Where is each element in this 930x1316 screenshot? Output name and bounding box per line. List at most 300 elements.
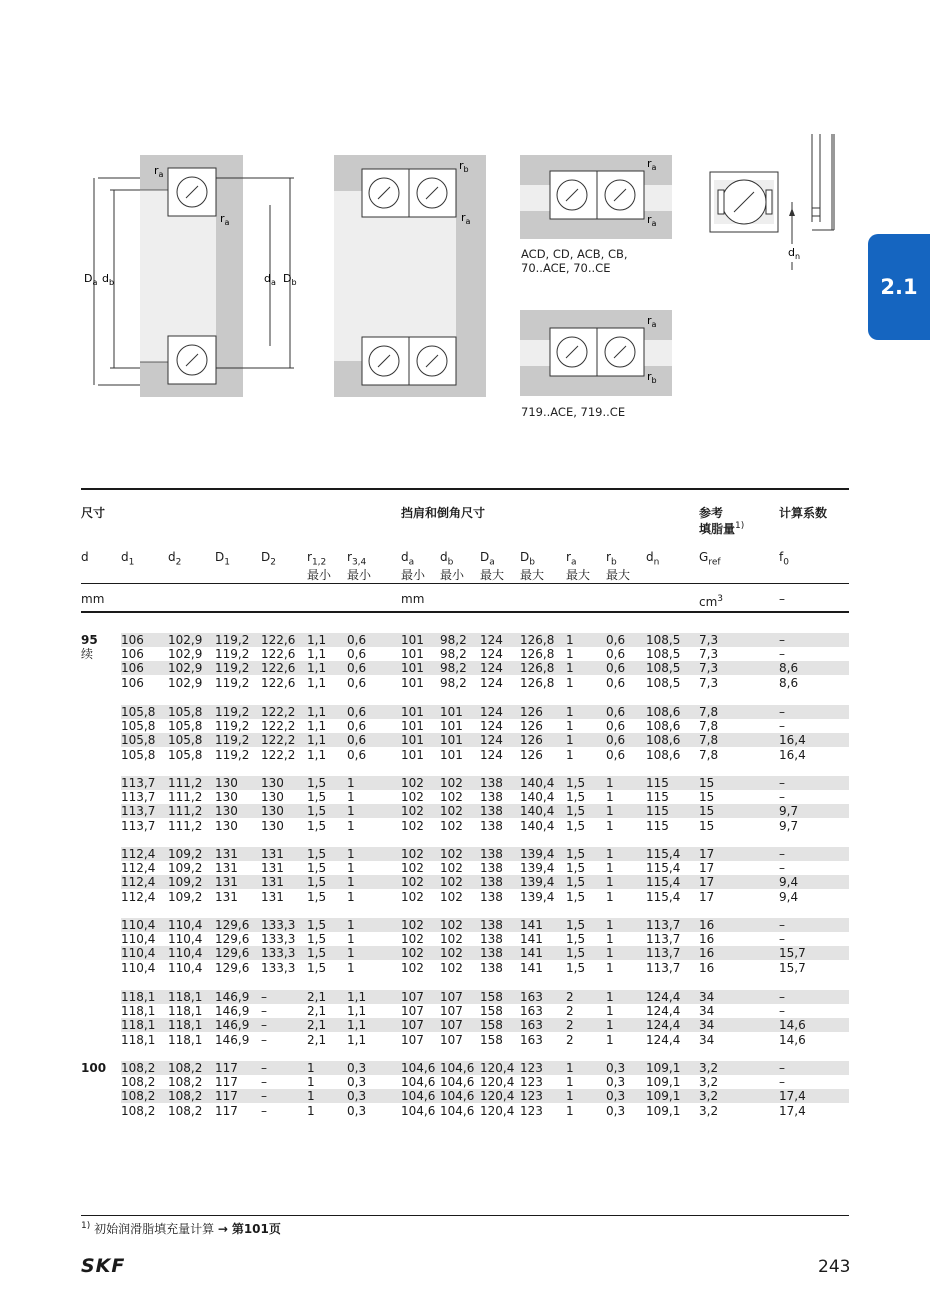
cell-ra: 1	[566, 633, 574, 647]
cell-da: 102	[401, 960, 424, 975]
col-header-d2: $d_2$	[168, 550, 182, 568]
cell-r12: 1,5	[307, 946, 327, 961]
unit-abut: mm	[401, 592, 425, 606]
cell-Da: 124	[480, 633, 503, 647]
cell-d2: 108,2	[168, 1089, 203, 1104]
table-row	[121, 1075, 849, 1089]
cell-Gref: 16	[699, 960, 715, 975]
cell-Gref: 17	[699, 847, 715, 861]
cell-D2: 131	[261, 847, 284, 861]
table-row	[121, 875, 849, 889]
cell-Gref: 7,8	[699, 719, 719, 734]
cell-r12: 1	[307, 1103, 315, 1118]
cell-Db: 139,4	[520, 847, 555, 861]
cell-Da: 138	[480, 960, 503, 975]
cell-rb: 0,3	[606, 1061, 626, 1075]
cell-Gref: 3,2	[699, 1061, 719, 1075]
cell-D1: 119,2	[215, 747, 250, 762]
cell-Da: 138	[480, 932, 503, 947]
cell-dn: 115,4	[646, 847, 681, 861]
cell-d1: 106	[121, 647, 144, 662]
cell-D1: 130	[215, 804, 238, 819]
cell-Gref: 15	[699, 790, 715, 805]
cell-D1: 117	[215, 1089, 238, 1104]
cell-rb: 1	[606, 818, 614, 833]
cell-ra: 1,5	[566, 861, 586, 876]
cell-dn: 108,5	[646, 633, 681, 647]
header-ref-line1: 参考	[699, 506, 724, 520]
label-ra-mid: $r_a$	[220, 212, 230, 227]
cell-f0: –	[779, 932, 785, 947]
col-header-D1: $D_1$	[215, 550, 230, 568]
label-Da: $D_a$	[84, 272, 98, 287]
cell-d1: 118,1	[121, 1004, 156, 1019]
cell-Da: 138	[480, 918, 503, 932]
cell-d1: 112,4	[121, 861, 156, 876]
cell-dn: 109,1	[646, 1089, 681, 1104]
cell-db: 102	[440, 960, 463, 975]
cell-r12: 1,5	[307, 875, 327, 890]
cell-D1: 119,2	[215, 647, 250, 662]
cell-Da: 138	[480, 946, 503, 961]
cell-D2: 122,2	[261, 733, 296, 748]
cell-D1: 119,2	[215, 733, 250, 748]
cell-Gref: 7,8	[699, 747, 719, 762]
cell-f0: 9,4	[779, 889, 799, 904]
cell-ra: 1,5	[566, 932, 586, 947]
cell-da: 102	[401, 776, 424, 790]
cell-d2: 111,2	[168, 790, 203, 805]
cell-f0: 15,7	[779, 946, 806, 961]
cell-d1: 108,2	[121, 1089, 156, 1104]
cell-D2: 130	[261, 818, 284, 833]
cell-d2: 110,4	[168, 918, 203, 932]
cell-d1: 110,4	[121, 960, 156, 975]
cell-D2: –	[261, 1061, 267, 1075]
cell-rb: 1	[606, 1018, 614, 1033]
cell-Da: 124	[480, 661, 503, 676]
cell-r12: 1,5	[307, 790, 327, 805]
cell-Db: 126	[520, 733, 543, 748]
caption-line-2: 70..ACE, 70..CE	[521, 261, 611, 275]
cell-D1: 130	[215, 818, 238, 833]
cell-Gref: 7,3	[699, 661, 719, 676]
cell-ra: 2	[566, 1032, 574, 1047]
col-header-D2: $D_2$	[261, 550, 276, 568]
cell-Gref: 3,2	[699, 1089, 719, 1104]
cell-ra: 1,5	[566, 804, 586, 819]
cell-f0: 9,4	[779, 875, 799, 890]
cell-dn: 113,7	[646, 960, 681, 975]
caption-line-1: ACD, CD, ACB, CB,	[521, 247, 628, 261]
cell-Da: 124	[480, 747, 503, 762]
cell-da: 102	[401, 861, 424, 876]
cell-rb: 0,3	[606, 1103, 626, 1118]
cell-rb: 1	[606, 875, 614, 890]
cell-r34: 1	[347, 818, 355, 833]
cell-ra: 1	[566, 1061, 574, 1075]
cell-d2: 111,2	[168, 818, 203, 833]
cell-rb: 1	[606, 990, 614, 1004]
cell-r34: 0,6	[347, 733, 367, 748]
cell-D2: –	[261, 1032, 267, 1047]
cell-rb: 0,3	[606, 1075, 626, 1090]
cell-d1: 105,8	[121, 733, 156, 748]
cell-r34: 1	[347, 918, 355, 932]
cell-dn: 124,4	[646, 990, 681, 1004]
header-ref-line2: 填脂量	[699, 522, 736, 536]
cell-Da: 138	[480, 875, 503, 890]
cell-Gref: 7,8	[699, 705, 719, 719]
cell-f0: 9,7	[779, 804, 799, 819]
cell-D2: 130	[261, 776, 284, 790]
cell-Db: 123	[520, 1061, 543, 1075]
cell-dn: 124,4	[646, 1004, 681, 1019]
table-row	[121, 890, 849, 904]
cell-D1: 146,9	[215, 1004, 250, 1019]
cell-db: 102	[440, 818, 463, 833]
label-dn: $d_n$	[788, 246, 801, 261]
cell-D1: 130	[215, 790, 238, 805]
cell-r12: 1,1	[307, 675, 327, 690]
cell-dn: 115	[646, 818, 669, 833]
cell-D1: 146,9	[215, 1018, 250, 1033]
cell-r34: 0,6	[347, 675, 367, 690]
cell-ra: 1	[566, 1075, 574, 1090]
cell-db: 101	[440, 747, 463, 762]
cell-D2: 133,3	[261, 946, 296, 961]
footnote-page-link[interactable]: 第101页	[231, 1222, 281, 1236]
cell-rb: 0,6	[606, 675, 626, 690]
cell-Gref: 34	[699, 990, 715, 1004]
cell-r34: 1,1	[347, 1032, 367, 1047]
label-da: $d_a$	[264, 272, 276, 287]
cell-D2: 122,2	[261, 705, 296, 719]
cell-r34: 1	[347, 875, 355, 890]
cell-D1: 117	[215, 1061, 238, 1075]
cell-rb: 0,6	[606, 647, 626, 662]
cell-D1: 131	[215, 861, 238, 876]
cell-ra: 1,5	[566, 790, 586, 805]
cell-Db: 126,8	[520, 633, 555, 647]
cell-f0: –	[779, 790, 785, 805]
col-header-r12: $r_{1,2}$ 最小	[307, 550, 332, 583]
cell-Gref: 17	[699, 889, 715, 904]
cell-d2: 110,4	[168, 946, 203, 961]
footnote-rule	[81, 1215, 849, 1216]
table-row	[121, 932, 849, 946]
cell-r12: 1,1	[307, 633, 327, 647]
cell-r12: 1,5	[307, 932, 327, 947]
cell-f0: –	[779, 990, 785, 1004]
footnote-arrow: →	[217, 1222, 228, 1236]
cell-d2: 111,2	[168, 776, 203, 790]
cell-D1: 146,9	[215, 1032, 250, 1047]
cell-d1: 118,1	[121, 1032, 156, 1047]
cell-d2: 102,9	[168, 675, 203, 690]
cell-db: 102	[440, 932, 463, 947]
table-row	[121, 719, 849, 733]
label-ra-top: $r_a$	[154, 164, 164, 179]
unit-f0: –	[779, 592, 785, 606]
figure-caption-back-to-back: 719..ACE, 719..CE	[521, 405, 626, 419]
cell-ra: 2	[566, 1018, 574, 1033]
label-rb: $r_b$	[647, 370, 657, 385]
cell-db: 98,2	[440, 675, 467, 690]
table-row	[121, 1089, 849, 1103]
cell-r12: 2,1	[307, 990, 327, 1004]
cell-d1: 106	[121, 675, 144, 690]
cell-da: 101	[401, 747, 424, 762]
cell-Db: 126,8	[520, 675, 555, 690]
label-rb: $r_b$	[459, 159, 469, 174]
cell-db: 104,6	[440, 1061, 475, 1075]
cell-d1: 105,8	[121, 705, 156, 719]
cell-f0: 8,6	[779, 661, 799, 676]
cell-da: 104,6	[401, 1103, 436, 1118]
cell-dn: 124,4	[646, 1032, 681, 1047]
cell-dn: 109,1	[646, 1061, 681, 1075]
cell-f0: 9,7	[779, 818, 799, 833]
cell-db: 107	[440, 1004, 463, 1019]
cell-D1: 129,6	[215, 946, 250, 961]
cell-rb: 0,6	[606, 661, 626, 676]
cell-da: 107	[401, 1004, 424, 1019]
cell-r12: 1,5	[307, 889, 327, 904]
cell-rb: 1	[606, 861, 614, 876]
cell-Db: 140,4	[520, 818, 555, 833]
cell-rb: 0,6	[606, 747, 626, 762]
cell-D1: 146,9	[215, 990, 250, 1004]
cell-dn: 124,4	[646, 1018, 681, 1033]
cell-ra: 1	[566, 733, 574, 748]
cell-db: 98,2	[440, 633, 467, 647]
cell-f0: 17,4	[779, 1103, 806, 1118]
cell-d1: 110,4	[121, 946, 156, 961]
cell-D1: 119,2	[215, 633, 250, 647]
cell-d1: 110,4	[121, 918, 156, 932]
cell-d1: 118,1	[121, 1018, 156, 1033]
cell-dn: 108,6	[646, 719, 681, 734]
cell-Db: 126,8	[520, 647, 555, 662]
cell-ra: 1,5	[566, 875, 586, 890]
cell-d1: 105,8	[121, 747, 156, 762]
cell-f0: 14,6	[779, 1018, 806, 1033]
cell-rb: 1	[606, 1032, 614, 1047]
cell-f0: –	[779, 1075, 785, 1090]
cell-f0: –	[779, 647, 785, 662]
cell-Db: 140,4	[520, 776, 555, 790]
cell-rb: 1	[606, 918, 614, 932]
cell-r12: 1,1	[307, 733, 327, 748]
bore-diameter-label: 95	[81, 633, 98, 647]
cell-dn: 115	[646, 790, 669, 805]
cell-r34: 1	[347, 776, 355, 790]
cell-rb: 1	[606, 804, 614, 819]
cell-dn: 108,5	[646, 675, 681, 690]
cell-r12: 2,1	[307, 1032, 327, 1047]
cell-da: 102	[401, 804, 424, 819]
cell-db: 102	[440, 946, 463, 961]
cell-Da: 138	[480, 818, 503, 833]
cell-d2: 111,2	[168, 804, 203, 819]
cell-db: 104,6	[440, 1103, 475, 1118]
cell-dn: 115,4	[646, 861, 681, 876]
cell-ra: 1	[566, 705, 574, 719]
footnote	[81, 1218, 281, 1237]
cell-d1: 113,7	[121, 776, 156, 790]
cell-dn: 113,7	[646, 932, 681, 947]
table-row	[121, 776, 849, 790]
cell-db: 107	[440, 1018, 463, 1033]
cell-Da: 138	[480, 847, 503, 861]
cell-dn: 113,7	[646, 918, 681, 932]
table-row	[121, 1104, 849, 1118]
cell-Db: 126	[520, 747, 543, 762]
cell-D1: 129,6	[215, 932, 250, 947]
cell-r34: 1	[347, 790, 355, 805]
cell-r34: 0,6	[347, 719, 367, 734]
cell-da: 107	[401, 1018, 424, 1033]
table-row	[121, 661, 849, 675]
cell-da: 101	[401, 633, 424, 647]
table-row	[121, 705, 849, 719]
cell-dn: 109,1	[646, 1103, 681, 1118]
cell-r12: 1	[307, 1061, 315, 1075]
table-row	[121, 633, 849, 647]
cell-ra: 1,5	[566, 946, 586, 961]
cell-db: 101	[440, 719, 463, 734]
table-row	[121, 647, 849, 661]
cell-r12: 2,1	[307, 1004, 327, 1019]
col-header-f0: $f_0$	[779, 550, 789, 568]
cell-d2: 102,9	[168, 661, 203, 676]
cell-Gref: 15	[699, 818, 715, 833]
cell-r34: 1	[347, 960, 355, 975]
cell-db: 98,2	[440, 647, 467, 662]
cell-D2: 133,3	[261, 918, 296, 932]
table-row	[121, 1061, 849, 1075]
cell-Db: 141	[520, 918, 543, 932]
cell-r34: 0,6	[347, 633, 367, 647]
cell-r34: 0,3	[347, 1103, 367, 1118]
cell-ra: 1,5	[566, 918, 586, 932]
cell-Db: 123	[520, 1075, 543, 1090]
cell-db: 102	[440, 804, 463, 819]
table-row	[121, 961, 849, 975]
header-dimensions: 尺寸	[81, 506, 106, 520]
table-row	[121, 790, 849, 804]
cell-d2: 105,8	[168, 719, 203, 734]
cell-D1: 119,2	[215, 661, 250, 676]
cell-r34: 0,3	[347, 1061, 367, 1075]
cell-d1: 106	[121, 633, 144, 647]
cell-Db: 141	[520, 946, 543, 961]
cell-r12: 1,5	[307, 776, 327, 790]
cell-Db: 126,8	[520, 661, 555, 676]
cell-dn: 108,5	[646, 647, 681, 662]
cell-ra: 2	[566, 1004, 574, 1019]
cell-d2: 110,4	[168, 932, 203, 947]
cell-d1: 110,4	[121, 932, 156, 947]
cell-Da: 158	[480, 1004, 503, 1019]
cell-da: 104,6	[401, 1061, 436, 1075]
cell-d2: 108,2	[168, 1075, 203, 1090]
table-row	[121, 990, 849, 1004]
cell-dn: 115	[646, 804, 669, 819]
cell-D2: –	[261, 1018, 267, 1033]
unit-dims: mm	[81, 592, 105, 606]
cell-ra: 1,5	[566, 960, 586, 975]
cell-D1: 129,6	[215, 960, 250, 975]
cell-da: 107	[401, 990, 424, 1004]
table-row	[121, 918, 849, 932]
cell-f0: 16,4	[779, 747, 806, 762]
cell-ra: 1	[566, 1089, 574, 1104]
cell-f0: –	[779, 705, 785, 719]
page-number: 243	[818, 1257, 851, 1277]
cell-da: 101	[401, 675, 424, 690]
cell-rb: 0,6	[606, 719, 626, 734]
cell-rb: 1	[606, 847, 614, 861]
cell-r34: 1,1	[347, 990, 367, 1004]
cell-r12: 2,1	[307, 1018, 327, 1033]
cell-d2: 109,2	[168, 875, 203, 890]
cell-D2: –	[261, 1004, 267, 1019]
col-header-db: $d_b$ 最小	[440, 550, 465, 583]
cell-f0: 16,4	[779, 733, 806, 748]
cell-Db: 126	[520, 705, 543, 719]
cell-ra: 1,5	[566, 889, 586, 904]
cell-D2: –	[261, 990, 267, 1004]
footnote-text: 初始润滑脂填充量计算	[94, 1222, 215, 1236]
header-calc-factor: 计算系数	[779, 506, 828, 520]
cell-dn: 109,1	[646, 1075, 681, 1090]
cell-db: 102	[440, 889, 463, 904]
cell-d2: 109,2	[168, 889, 203, 904]
cell-d2: 118,1	[168, 1004, 203, 1019]
cell-r34: 1	[347, 804, 355, 819]
cell-Db: 141	[520, 960, 543, 975]
cell-r12: 1,5	[307, 818, 327, 833]
cell-Db: 123	[520, 1089, 543, 1104]
cell-ra: 1	[566, 747, 574, 762]
cell-Gref: 7,3	[699, 647, 719, 662]
cell-D2: 130	[261, 804, 284, 819]
cell-da: 102	[401, 932, 424, 947]
cell-rb: 1	[606, 946, 614, 961]
cell-Db: 139,4	[520, 861, 555, 876]
cell-Da: 138	[480, 861, 503, 876]
cell-Da: 158	[480, 1032, 503, 1047]
cell-Gref: 34	[699, 1032, 715, 1047]
cell-f0: –	[779, 847, 785, 861]
cell-r12: 1	[307, 1089, 315, 1104]
cell-r12: 1,5	[307, 804, 327, 819]
cell-da: 102	[401, 818, 424, 833]
col-header-dn: $d_n$	[646, 550, 660, 568]
cell-D2: 122,6	[261, 675, 296, 690]
cell-rb: 0,3	[606, 1089, 626, 1104]
cell-d1: 108,2	[121, 1075, 156, 1090]
cell-r12: 1,1	[307, 705, 327, 719]
cell-Gref: 15	[699, 804, 715, 819]
header-abutment: 挡肩和倒角尺寸	[401, 506, 486, 520]
cell-D2: –	[261, 1103, 267, 1118]
cell-Db: 140,4	[520, 790, 555, 805]
table-row	[121, 1033, 849, 1047]
cell-ra: 1	[566, 675, 574, 690]
